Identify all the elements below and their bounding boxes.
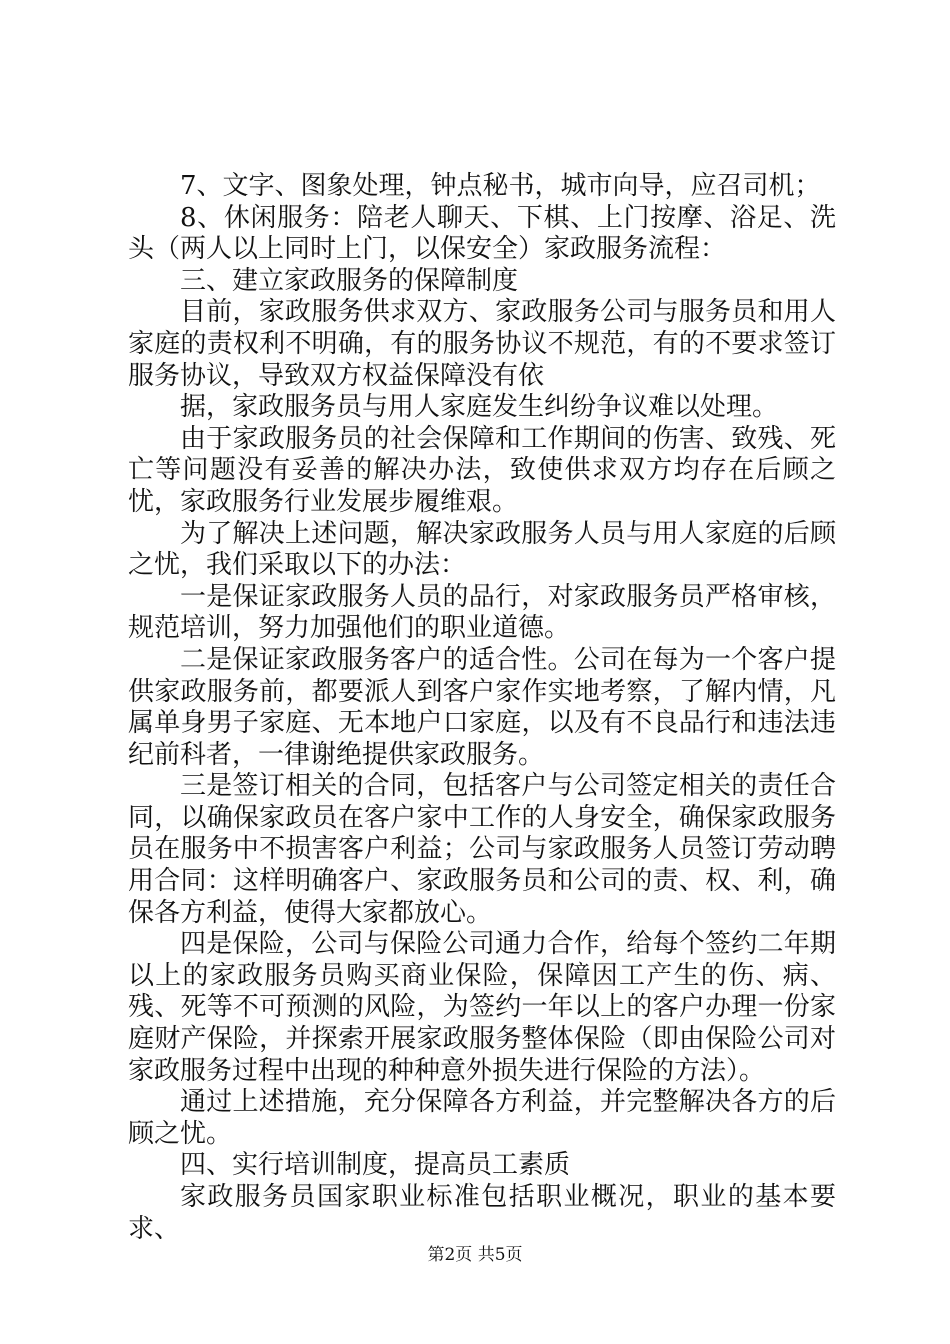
paragraph-measure-4: 四是保险，公司与保险公司通力合作，给每个签约二年期以上的家政服务员购买商业保险，保障因工产生的伤、病、残、死等不可预测的风险，为签约一年以上的客户办理一份家庭财产保险，并探索开展家政服务整体保险（即由保险公司对家政服务过程中出现的种种意外损失进行保险的方法）。 bbox=[128, 929, 836, 1086]
paragraph-social-security: 由于家政服务员的社会保障和工作期间的伤害、致残、死亡等问题没有妥善的解决办法，致使供求双方均存在后顾之忧，家政服务行业发展步履维艰。 bbox=[128, 423, 836, 517]
document-body bbox=[128, 171, 836, 1245]
paragraph-standard: 家政服务员国家职业标准包括职业概况，职业的基本要求、 bbox=[128, 1182, 836, 1244]
paragraph-item-7: 7、文字、图象处理，钟点秘书，城市向导，应召司机； bbox=[180, 171, 821, 201]
paragraph-measure-1: 一是保证家政服务人员的品行，对家政服务员严格审核，规范培训，努力加强他们的职业道德。 bbox=[128, 581, 836, 644]
paragraph-measure-2: 二是保证家政服务客户的适合性。公司在每为一个客户提供家政服务前，都要派人到客户家作实地考察，了解内情，凡属单身男子家庭、无本地户口家庭，以及有不良品行和违法违纪前科者，一律谢绝提供家政服务。 bbox=[128, 644, 836, 770]
section-heading-4: 四、实行培训制度，提高员工素质 bbox=[180, 1150, 571, 1181]
paragraph-measure-3: 三是签订相关的合同，包括客户与公司签定相关的责任合同，以确保家政员在客户家中工作的人身安全，确保家政服务员在服务中不损害客户利益；公司与家政服务人员签订劳动聘用合同：这样明确客户、家政服务员和公司的责、权、利，确保各方利益，使得大家都放心。 bbox=[128, 771, 836, 928]
paragraph-item-8: 8、休闲服务：陪老人聊天、下棋、上门按摩、浴足、洗头（两人以上同时上门，以保安全）家政服务流程： bbox=[128, 202, 836, 265]
paragraph-current-status: 目前，家政服务供求双方、家政服务公司与服务员和用人家庭的责权利不明确，有的服务协议不规范，有的不要求签订服务协议，导致双方权益保障没有依 bbox=[128, 297, 836, 391]
paragraph-dispute: 据，家政服务员与用人家庭发生纠纷争议难以处理。 bbox=[180, 392, 779, 423]
page-number-footer: 第2页 共5页 bbox=[427, 1245, 523, 1265]
section-heading-3: 三、建立家政服务的保障制度 bbox=[180, 265, 519, 296]
paragraph-solution-intro: 为了解决上述问题，解决家政服务人员与用人家庭的后顾之忧，我们采取以下的办法： bbox=[128, 518, 836, 581]
paragraph-conclusion: 通过上述措施，充分保障各方利益，并完整解决各方的后顾之忧。 bbox=[128, 1087, 836, 1149]
